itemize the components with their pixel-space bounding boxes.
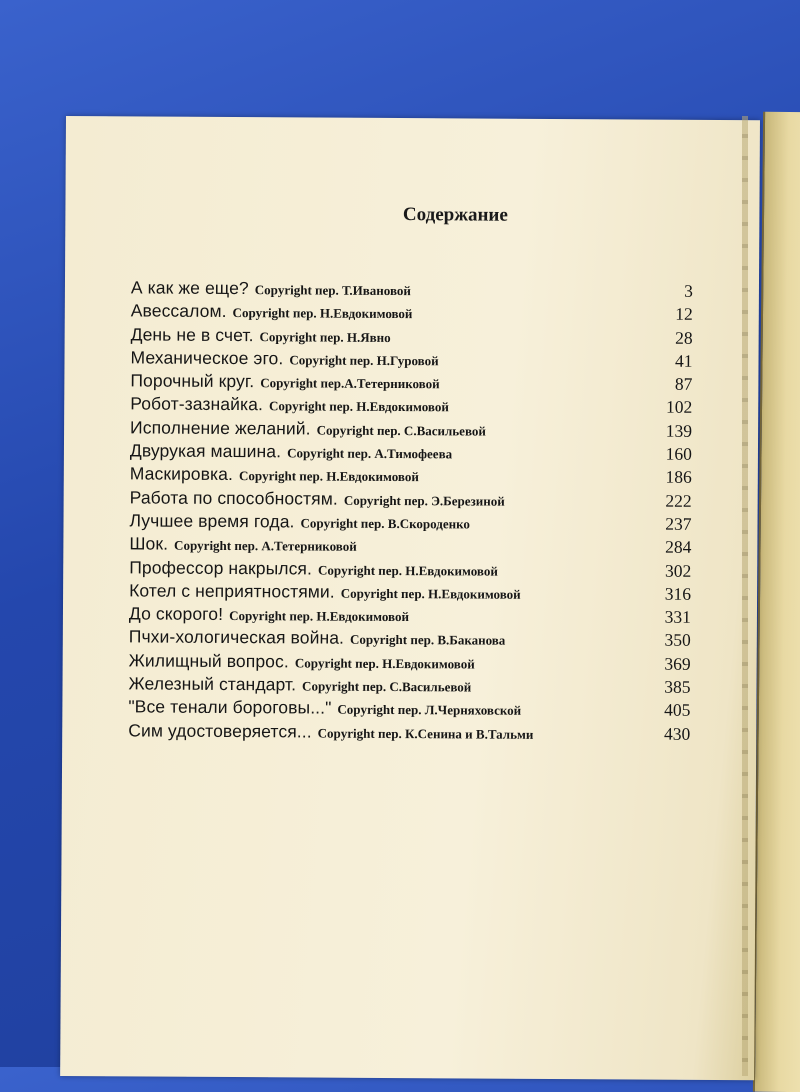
toc-entry — [129, 579, 692, 606]
toc-entry-title: Сим удостоверяется... — [128, 720, 312, 742]
toc-entry-page: 430 — [663, 723, 691, 744]
toc-entry-title: Профессор накрылся. — [129, 556, 313, 579]
toc-entry-title: А как же еще? — [130, 277, 249, 299]
toc-entry-title: Маскировка. — [129, 463, 234, 485]
toc-entry — [130, 393, 693, 420]
toc-entry-copyright: Copyright пер. Н.Евдокимовой — [232, 305, 413, 322]
toc-entry — [128, 672, 691, 699]
toc-entry-title: Шок. — [129, 533, 169, 554]
toc-entry-page: 12 — [675, 304, 693, 325]
toc-entry-title: Жилищный вопрос. — [128, 650, 289, 672]
toc-entry-copyright: Copyright пер. Л.Черняховской — [337, 702, 522, 719]
toc-entry — [130, 486, 690, 513]
toc-entry — [130, 346, 693, 373]
toc-entry — [130, 416, 693, 443]
toc-entry-title: Котел с неприятностями. — [129, 580, 335, 602]
toc-entry-page: 237 — [665, 513, 692, 534]
toc-entry-title: До скорого! — [128, 603, 224, 625]
toc-entry-page: 350 — [664, 630, 691, 651]
toc-entry-page: 222 — [665, 490, 692, 511]
toc-entry-copyright: Copyright пер. С.Васильевой — [316, 422, 486, 439]
toc-entry-copyright: Copyright пер. В.Скороденко — [300, 515, 471, 532]
toc-entry-page: 87 — [674, 373, 693, 395]
toc-entry-page: 284 — [665, 536, 692, 558]
toc-entry — [128, 696, 691, 723]
toc-entry — [131, 323, 691, 350]
toc-entry — [129, 533, 692, 560]
toc-entry-page: 3 — [684, 280, 694, 301]
toc-entry-copyright: Copyright пер. А.Тетерниковой — [174, 537, 357, 555]
toc-entry-title: День не в счет. — [130, 323, 254, 345]
toc-entry-page: 28 — [675, 327, 693, 348]
toc-entry-copyright: Copyright пер.А.Тетерниковой — [260, 375, 440, 392]
toc-entry-copyright: Copyright пер. С.Васильевой — [302, 678, 472, 695]
toc-entry-page: 139 — [665, 420, 693, 441]
toc-entry — [128, 719, 691, 746]
toc-entry-page: 302 — [664, 560, 692, 581]
toc-entry — [129, 626, 689, 653]
toc-entry-page: 186 — [665, 467, 692, 488]
toc-entry-copyright: Copyright пер. А.Тимофеева — [287, 445, 453, 462]
toc-entry-copyright: Copyright пер. Н.Евдокимовой — [238, 468, 419, 485]
toc-entry-copyright: Copyright пер. Н.Евдокимовой — [340, 585, 521, 602]
toc-entry-page: 160 — [665, 443, 693, 464]
toc-entry-copyright: Copyright пер. В.Баканова — [349, 632, 506, 649]
toc-entry-page: 331 — [664, 606, 692, 627]
book-page — [60, 116, 760, 1080]
toc-entry-copyright: Copyright пер. Н.Евдокимовой — [317, 562, 498, 579]
toc-entry-copyright: Copyright пер. Н.Евдокимовой — [268, 398, 449, 415]
toc-entry-page: 41 — [674, 350, 693, 371]
table-of-contents — [128, 276, 694, 745]
toc-entry-page: 405 — [664, 700, 691, 721]
toc-entry-page: 385 — [664, 676, 691, 697]
toc-entry-title: Двурукая машина. — [129, 440, 282, 462]
toc-entry-copyright: Copyright пер. Н.Гуровой — [289, 352, 439, 369]
toc-entry — [129, 649, 689, 676]
toc-entry — [130, 370, 693, 397]
toc-entry-title: Железный стандарт. — [128, 673, 297, 695]
toc-entry-title: Пчхи-хологическая война. — [128, 626, 345, 649]
toc-entry — [129, 556, 692, 583]
toc-entry-title: Порочный круг. — [130, 370, 255, 392]
toc-entry-title: Робот-зазнайка. — [130, 393, 264, 415]
toc-entry-copyright: Copyright пер. Н.Явно — [259, 328, 391, 345]
toc-entry — [130, 463, 690, 490]
toc-entry — [129, 439, 693, 466]
toc-entry-title: Авессалом. — [130, 300, 227, 322]
toc-entry-title: Механическое эго. — [130, 347, 284, 369]
page-binding-edge — [742, 116, 748, 1076]
toc-entry-copyright: Copyright пер. Н.Евдокимовой — [294, 655, 475, 672]
toc-entry-page: 369 — [664, 653, 691, 674]
toc-entry-title: Работа по способностям. — [129, 487, 338, 509]
toc-entry — [128, 603, 692, 630]
toc-entry-copyright: Copyright пер. К.Сенина и В.Тальми — [317, 725, 534, 742]
toc-entry-copyright: Copyright пер. Э.Березиной — [343, 492, 505, 509]
toc-entry-page: 316 — [664, 583, 692, 604]
adjacent-page-edge — [753, 112, 800, 1092]
toc-entry-copyright: Copyright пер. Т.Ивановой — [254, 282, 411, 299]
page-title: Содержание — [402, 204, 508, 226]
toc-entry-title: "Все тенали бороговы..." — [128, 696, 332, 718]
toc-entry-page: 102 — [665, 397, 693, 418]
toc-entry — [131, 300, 691, 327]
toc-entry-copyright: Copyright пер. Н.Евдокимовой — [229, 608, 410, 625]
toc-entry — [130, 276, 694, 303]
toc-entry-title: Исполнение желаний. — [130, 417, 311, 439]
toc-entry — [129, 509, 692, 536]
toc-entry-title: Лучшее время года. — [129, 510, 295, 532]
